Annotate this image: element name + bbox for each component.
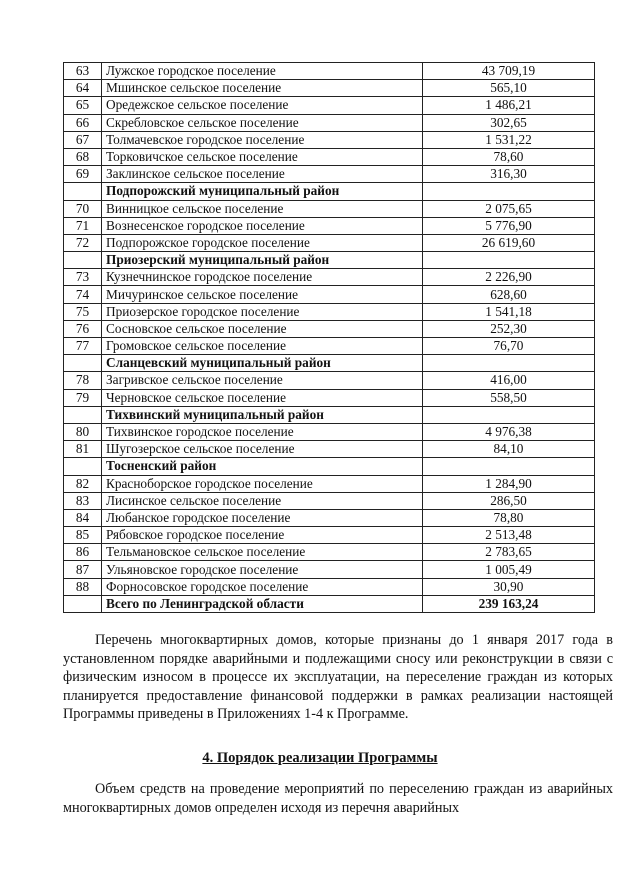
settlement-name: Любанское городское поселение bbox=[102, 509, 423, 526]
row-number: 70 bbox=[64, 200, 102, 217]
row-number: 83 bbox=[64, 492, 102, 509]
settlement-name: Рябовское городское поселение bbox=[102, 527, 423, 544]
district-name: Тихвинский муниципальный район bbox=[102, 406, 423, 423]
table-row bbox=[64, 320, 595, 337]
settlement-name: Тихвинское городское поселение bbox=[102, 423, 423, 440]
row-number: 82 bbox=[64, 475, 102, 492]
row-number: 68 bbox=[64, 148, 102, 165]
row-value: 78,80 bbox=[423, 509, 595, 526]
district-header-row bbox=[64, 406, 595, 423]
total-label: Всего по Ленинградской области bbox=[102, 595, 423, 612]
row-number: 81 bbox=[64, 441, 102, 458]
row-value-empty bbox=[423, 406, 595, 423]
settlement-name: Лисинское сельское поселение bbox=[102, 492, 423, 509]
table-row bbox=[64, 527, 595, 544]
paragraph-housing-list: Перечень многоквартирных домов, которые признаны до 1 января 2017 года в установленном порядке аварийными и подлежащими сносу или реконструкции в связи с физическим износом в процессе их эксплуатации, на переселение граждан из которых планируется предоставление финансовой поддержки в рамках реализации настоящей Программы приведены в Приложениях 1-4 к Программе. bbox=[63, 632, 613, 722]
total-row bbox=[64, 595, 595, 612]
settlement-name: Вознесенское городское поселение bbox=[102, 217, 423, 234]
settlement-name: Толмачевское городское поселение bbox=[102, 131, 423, 148]
row-number: 72 bbox=[64, 234, 102, 251]
table-row bbox=[64, 148, 595, 165]
table-row bbox=[64, 561, 595, 578]
section-heading: 4. Порядок реализации Программы bbox=[202, 750, 438, 766]
settlement-name: Ульяновское городское поселение bbox=[102, 561, 423, 578]
row-number: 88 bbox=[64, 578, 102, 595]
settlement-name: Приозерское городское поселение bbox=[102, 303, 423, 320]
paragraph-funding: Объем средств на проведение мероприятий по переселению граждан из аварийных многоквартирных домов определен исходя из перечня аварийных bbox=[63, 781, 613, 816]
row-number: 73 bbox=[64, 269, 102, 286]
row-number-empty bbox=[64, 458, 102, 475]
row-number: 86 bbox=[64, 544, 102, 561]
district-name: Тосненский район bbox=[102, 458, 423, 475]
district-header-row bbox=[64, 458, 595, 475]
row-value: 286,50 bbox=[423, 492, 595, 509]
row-number: 76 bbox=[64, 320, 102, 337]
table-row bbox=[64, 166, 595, 183]
district-name: Подпорожский муниципальный район bbox=[102, 183, 423, 200]
settlement-name: Скребловское сельское поселение bbox=[102, 114, 423, 131]
row-number: 66 bbox=[64, 114, 102, 131]
table-row bbox=[64, 578, 595, 595]
row-value: 76,70 bbox=[423, 338, 595, 355]
table-row bbox=[64, 269, 595, 286]
row-value: 78,60 bbox=[423, 148, 595, 165]
table-row bbox=[64, 114, 595, 131]
table-row bbox=[64, 217, 595, 234]
row-number: 78 bbox=[64, 372, 102, 389]
settlements-table bbox=[63, 62, 595, 613]
row-number: 85 bbox=[64, 527, 102, 544]
row-value: 2 075,65 bbox=[423, 200, 595, 217]
row-value: 2 226,90 bbox=[423, 269, 595, 286]
row-number: 79 bbox=[64, 389, 102, 406]
settlement-name: Сосновское сельское поселение bbox=[102, 320, 423, 337]
row-number: 74 bbox=[64, 286, 102, 303]
row-value: 558,50 bbox=[423, 389, 595, 406]
row-value: 1 531,22 bbox=[423, 131, 595, 148]
row-value-empty bbox=[423, 183, 595, 200]
settlement-name: Мичуринское сельское поселение bbox=[102, 286, 423, 303]
row-value: 416,00 bbox=[423, 372, 595, 389]
settlement-name: Тельмановское сельское поселение bbox=[102, 544, 423, 561]
table-row bbox=[64, 234, 595, 251]
row-value: 316,30 bbox=[423, 166, 595, 183]
row-value: 1 486,21 bbox=[423, 97, 595, 114]
row-number: 77 bbox=[64, 338, 102, 355]
row-value-empty bbox=[423, 355, 595, 372]
row-value: 43 709,19 bbox=[423, 63, 595, 80]
row-number: 65 bbox=[64, 97, 102, 114]
row-number-empty bbox=[64, 252, 102, 269]
table-row bbox=[64, 441, 595, 458]
row-value: 1 005,49 bbox=[423, 561, 595, 578]
table-row bbox=[64, 423, 595, 440]
row-value-empty bbox=[423, 252, 595, 269]
row-value: 4 976,38 bbox=[423, 423, 595, 440]
settlement-name: Подпорожское городское поселение bbox=[102, 234, 423, 251]
table-row bbox=[64, 97, 595, 114]
settlement-name: Лужское городское поселение bbox=[102, 63, 423, 80]
settlement-name: Заклинское сельское поселение bbox=[102, 166, 423, 183]
settlement-name: Черновское сельское поселение bbox=[102, 389, 423, 406]
row-value: 628,60 bbox=[423, 286, 595, 303]
table-row bbox=[64, 338, 595, 355]
row-number: 67 bbox=[64, 131, 102, 148]
table-row bbox=[64, 303, 595, 320]
district-header-row bbox=[64, 355, 595, 372]
district-name: Приозерский муниципальный район bbox=[102, 252, 423, 269]
table-row bbox=[64, 80, 595, 97]
table-row bbox=[64, 63, 595, 80]
table-row bbox=[64, 131, 595, 148]
row-value: 26 619,60 bbox=[423, 234, 595, 251]
row-number-empty bbox=[64, 595, 102, 612]
table-row bbox=[64, 492, 595, 509]
row-number: 71 bbox=[64, 217, 102, 234]
table-row bbox=[64, 389, 595, 406]
settlement-name: Винницкое сельское поселение bbox=[102, 200, 423, 217]
settlement-name: Торковичское сельское поселение bbox=[102, 148, 423, 165]
row-value: 1 541,18 bbox=[423, 303, 595, 320]
row-number: 84 bbox=[64, 509, 102, 526]
row-value: 2 783,65 bbox=[423, 544, 595, 561]
row-number: 75 bbox=[64, 303, 102, 320]
table-row bbox=[64, 200, 595, 217]
district-header-row bbox=[64, 183, 595, 200]
table-row bbox=[64, 509, 595, 526]
settlement-name: Кузнечнинское городское поселение bbox=[102, 269, 423, 286]
row-number-empty bbox=[64, 355, 102, 372]
district-header-row bbox=[64, 252, 595, 269]
table-row bbox=[64, 544, 595, 561]
row-value: 30,90 bbox=[423, 578, 595, 595]
row-value: 2 513,48 bbox=[423, 527, 595, 544]
row-number-empty bbox=[64, 406, 102, 423]
row-number-empty bbox=[64, 183, 102, 200]
row-value: 1 284,90 bbox=[423, 475, 595, 492]
settlement-name: Оредежское сельское поселение bbox=[102, 97, 423, 114]
row-value-empty bbox=[423, 458, 595, 475]
table-row bbox=[64, 475, 595, 492]
row-number: 69 bbox=[64, 166, 102, 183]
settlement-name: Мшинское сельское поселение bbox=[102, 80, 423, 97]
table-row bbox=[64, 372, 595, 389]
settlements-table-body bbox=[64, 63, 595, 613]
settlement-name: Красноборское городское поселение bbox=[102, 475, 423, 492]
row-value: 252,30 bbox=[423, 320, 595, 337]
row-value: 565,10 bbox=[423, 80, 595, 97]
settlement-name: Громовское сельское поселение bbox=[102, 338, 423, 355]
settlement-name: Загривское сельское поселение bbox=[102, 372, 423, 389]
table-row bbox=[64, 286, 595, 303]
row-number: 64 bbox=[64, 80, 102, 97]
row-number: 87 bbox=[64, 561, 102, 578]
total-value: 239 163,24 bbox=[423, 595, 595, 612]
settlement-name: Шугозерское сельское поселение bbox=[102, 441, 423, 458]
row-value: 84,10 bbox=[423, 441, 595, 458]
district-name: Сланцевский муниципальный район bbox=[102, 355, 423, 372]
row-value: 5 776,90 bbox=[423, 217, 595, 234]
row-value: 302,65 bbox=[423, 114, 595, 131]
settlement-name: Форносовское городское поселение bbox=[102, 578, 423, 595]
row-number: 80 bbox=[64, 423, 102, 440]
row-number: 63 bbox=[64, 63, 102, 80]
